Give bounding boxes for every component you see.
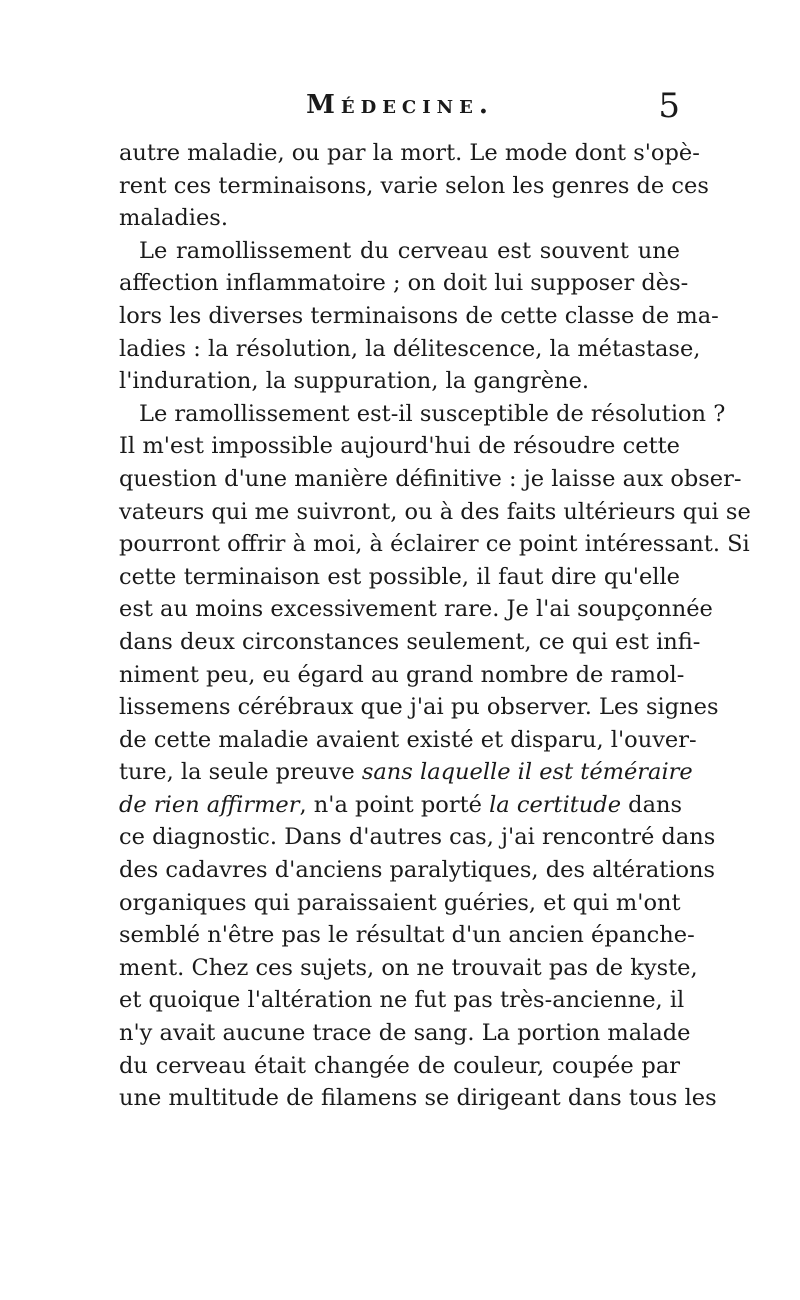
text-line: vateurs qui me suivront, ou à des faits ultérieurs qui se [119, 498, 751, 525]
body-text [119, 137, 751, 1115]
text-line: et quoique l'altération ne fut pas très-ancienne, il [119, 987, 685, 1014]
text-line: une multitude de filamens se dirigeant dans tous les [119, 1085, 717, 1112]
text-line: pourront offrir à moi, à éclairer ce point intéressant. Si [119, 531, 750, 558]
page-number: 5 [658, 86, 680, 126]
text-line: lors les diverses terminaisons de cette classe de ma- [119, 302, 719, 329]
text-line: affection inflammatoire ; on doit lui supposer dès- [119, 270, 689, 297]
running-title: Médecine. [306, 90, 494, 120]
text-line-mixed [119, 756, 693, 789]
text-line: dans deux circonstances seulement, ce qui est infi- [119, 628, 701, 655]
text-line: organiques qui paraissaient guéries, et qui m'ont [119, 889, 681, 916]
text-line: ment. Chez ces sujets, on ne trouvait pas de kyste, [119, 954, 698, 981]
text-segment: ture, la seule preuve [119, 759, 362, 786]
text-line: des cadavres d'anciens paralytiques, des altérations [119, 857, 716, 884]
text-line: de cette maladie avaient existé et disparu, l'ouver- [119, 726, 697, 753]
text-line: du cerveau était changée de couleur, coupée par [119, 1052, 680, 1079]
text-line: maladies. [119, 205, 228, 232]
text-line-mixed [119, 789, 683, 822]
text-line: semblé n'être pas le résultat d'un ancien épanche- [119, 922, 695, 949]
text-line: question d'une manière définitive : je laisse aux obser- [119, 465, 742, 492]
text-line: niment peu, eu égard au grand nombre de ramol- [119, 661, 685, 688]
italic-phrase: sans laquelle il est téméraire [361, 759, 693, 786]
text-segment: , n'a point porté [299, 791, 490, 818]
text-line: Le ramollissement du cerveau est souvent une [139, 237, 680, 264]
text-segment: dans [621, 791, 683, 818]
text-line: ce diagnostic. Dans d'autres cas, j'ai rencontré dans [119, 824, 716, 851]
text-line: Le ramollissement est-il susceptible de résolution ? [139, 400, 726, 427]
text-line: ladies : la résolution, la délitescence, la métastase, [119, 335, 701, 362]
text-line: Il m'est impossible aujourd'hui de résoudre cette [119, 433, 680, 460]
running-head [120, 86, 680, 130]
text-line: lissemens cérébraux que j'ai pu observer. Les signes [119, 694, 719, 721]
text-line: cette terminaison est possible, il faut dire qu'elle [119, 563, 680, 590]
italic-phrase: de rien affirmer [119, 791, 300, 818]
text-line: rent ces terminaisons, varie selon les genres de ces [119, 172, 709, 199]
text-line: est au moins excessivement rare. Je l'ai soupçonnée [119, 596, 713, 623]
italic-phrase: la certitude [489, 791, 622, 818]
text-line: autre maladie, ou par la mort. Le mode dont s'opè- [119, 140, 700, 166]
text-line: l'induration, la suppuration, la gangrène. [119, 368, 590, 395]
text-line: n'y avait aucune trace de sang. La portion malade [119, 1020, 691, 1047]
